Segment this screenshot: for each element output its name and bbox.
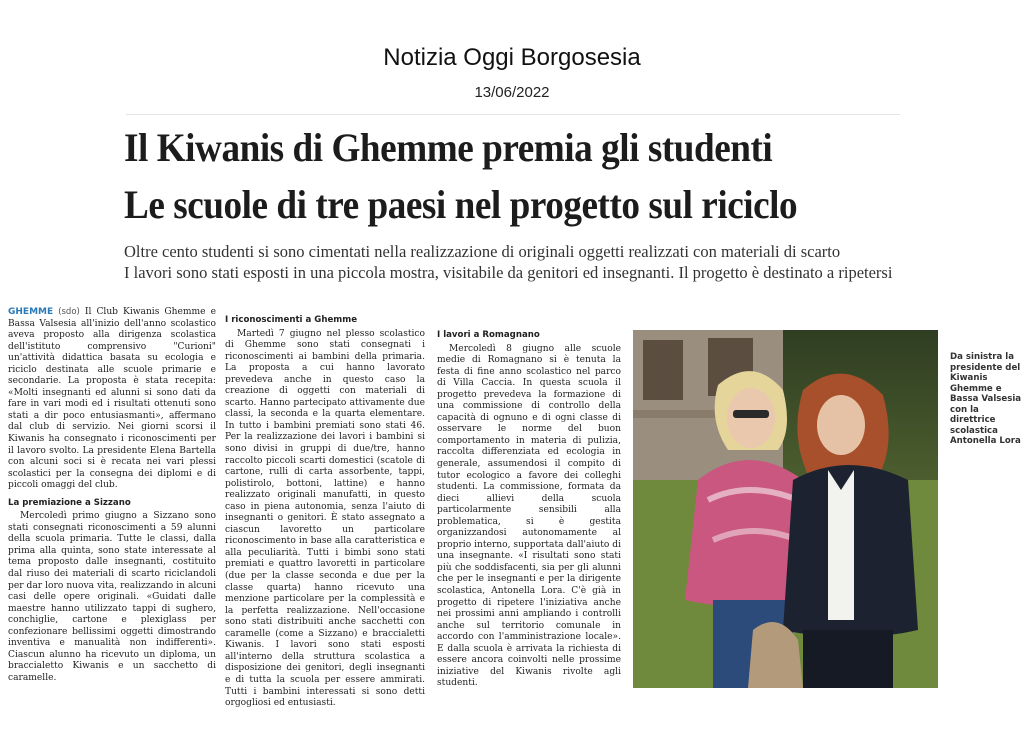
body-ghemme (225, 329, 425, 710)
header-divider (126, 114, 900, 115)
body-sizzano-text: Mercoledì primo giugno a Sizzano sono stati consegnati riconoscimenti a 59 alunni della scuola primaria. Tutte le classi, dalla prima alla quinta, sono state interessate al tema proposto dalle insegnanti, costituito dal riuso dei materiali di scarto riciclandoli per dar loro nuova vita, realizzando in alcuni casi delle opere originali. «Guidati dalle maestre hanno utilizzato tappi di sughero, conchiglie, cartone e plexiglass per confezionare bellissimi oggetti dimostrando inventiva e manualità non indifferenti». Ciascun alunno ha ricevuto un diploma, un braccialetto Kiwanis e un sacchetto di caramelle. (8, 511, 216, 683)
headline-line-1: Il Kiwanis di Ghemme premia gli studenti (124, 125, 773, 170)
body-romagnano-text: Mercoledì 8 giugno alle scuole medie di Romagnano si è tenuta la festa di fine anno scolastico nel parco di Villa Caccia. In questa scuola il progetto prevedeva la formazione di una commissione di controllo della capacità di ognuno e di ogni classe di osservare le norme del buon comportamento in materia di pulizia, raccolta differenziata ed ecologia in generale, assumendosi il compito di tutor ecologico a favore dei colleghi studenti. La commissione, formata da dieci allievi della scuola particolarmente sensibili alla problematica, si è gestita organizzandosi autonomamente al proprio interno, supportata dall'aiuto di una insegnante. «I risultati sono stati più che soddisfacenti, sia per gli alunni che per le insegnanti e per la dirigente scolastica, Antonella Lora. C'è già in progetto di ripetere l'iniziativa anche nei prossimi anni ampliando i controlli anche sul territorio comunale in accordo con l'amministrazione locale». E dalla scuola è arrivata la richiesta di essere ancora coinvolti nelle prossime iniziative del Kiwanis rivolte agli studenti. (437, 343, 621, 689)
body-sizzano (8, 511, 216, 684)
photo-two-women-image (633, 330, 938, 688)
intro-text: Il Club Kiwanis Ghemme e Bassa Valsesia all'inizio dell'anno scolastico aveva proposto alla dirigenza scolastica dell'istituto comprensivo "Curioni" un'attività didattica basata su ecologia e riciclo destinata alle scuole primarie e secondarie. La proposta è stata recepita: «Molti insegnanti ed alunni si sono dati da fare in vari modi ed i risultati ottenuti sono stati a dir poco entusiasmanti», affermano dal club di servizio. Nei giorni scorsi il Kiwanis ha consegnato i riconoscimenti per il lavoro svolto. La presidente Elena Bartella con alcuni soci si è recata nei vari plessi scolastici per la consegna dei diplomi e di piccoli omaggi del club. (8, 307, 216, 491)
byline: (sdo) (58, 307, 80, 317)
article-column-1 (8, 307, 216, 685)
subhead-ghemme: I riconoscimenti a Ghemme (225, 315, 358, 325)
subhead-sizzano: La premiazione a Sizzano (8, 497, 131, 508)
dateline: GHEMME (8, 307, 54, 317)
deck-line-2: I lavori sono stati esposti in una piccola mostra, visitabile da genitori ed insegnanti. Il progetto è destinato a ripetersi (124, 263, 893, 282)
article-photo (633, 330, 938, 688)
article-column-3 (437, 330, 621, 690)
deck-line-1: Oltre cento studenti si sono cimentati nella realizzazione di originali oggetti realizzati con materiali di scarto (124, 242, 841, 261)
source-title: Notizia Oggi Borgosesia (383, 44, 641, 71)
headline-line-2: Le scuole di tre paesi nel progetto sul riciclo (124, 182, 798, 227)
source-date: 13/06/2022 (474, 84, 550, 101)
body-romagnano (437, 344, 621, 690)
photo-caption: Da sinistra la presidente del Kiwanis Ghemme e Bassa Valsesia con la direttrice scolastica Antonella Lora (950, 352, 1022, 446)
subhead-romagnano: I lavori a Romagnano (437, 330, 540, 340)
intro-paragraph (8, 307, 216, 492)
body-ghemme-text: Martedì 7 giugno nel plesso scolastico di Ghemme sono stati consegnati i riconoscimenti ai bambini della primaria. La proposta a cui hanno lavorato prevedeva anche in questo caso la creazione di oggetti con materiali di scarto. Hanno partecipato attivamente due classi, la seconda e la quarta elementare. In tutto i bambini premiati sono stati 46. Per la realizzazione dei lavori i bambini si sono divisi in gruppi di due/tre, hanno raccolto piccoli scarti domestici (scatole di cartone, rulli di carta assorbente, tappi, polistirolo, bottoni, lattine) e hanno realizzato originali manufatti, in questo caso in piena autonomia, senza l'aiuto di insegnanti o genitori. È stato assegnato a ciascun lavoretto un particolare riconoscimento in base alla caratteristica e alla peculiarità. Tutti i bimbi sono stati premiati e quattro lavoretti in particolare (due per la classe seconda e due per la classe quarta) hanno ricevuto una menzione particolare per la complessità e la perfetta realizzazione. Nell'occasione sono stati distribuiti anche sacchetti con caramelle (come a Sizzano) e braccialetti Kiwanis. I lavori sono stati esposti all'interno della struttura scolastica a disposizione dei genitori, degli insegnanti e di tutta la scuola per essere ammirati. Tutti i bambini interessati si sono detti orgogliosi ed entusiasti. (225, 328, 425, 709)
article-column-2 (225, 315, 425, 710)
